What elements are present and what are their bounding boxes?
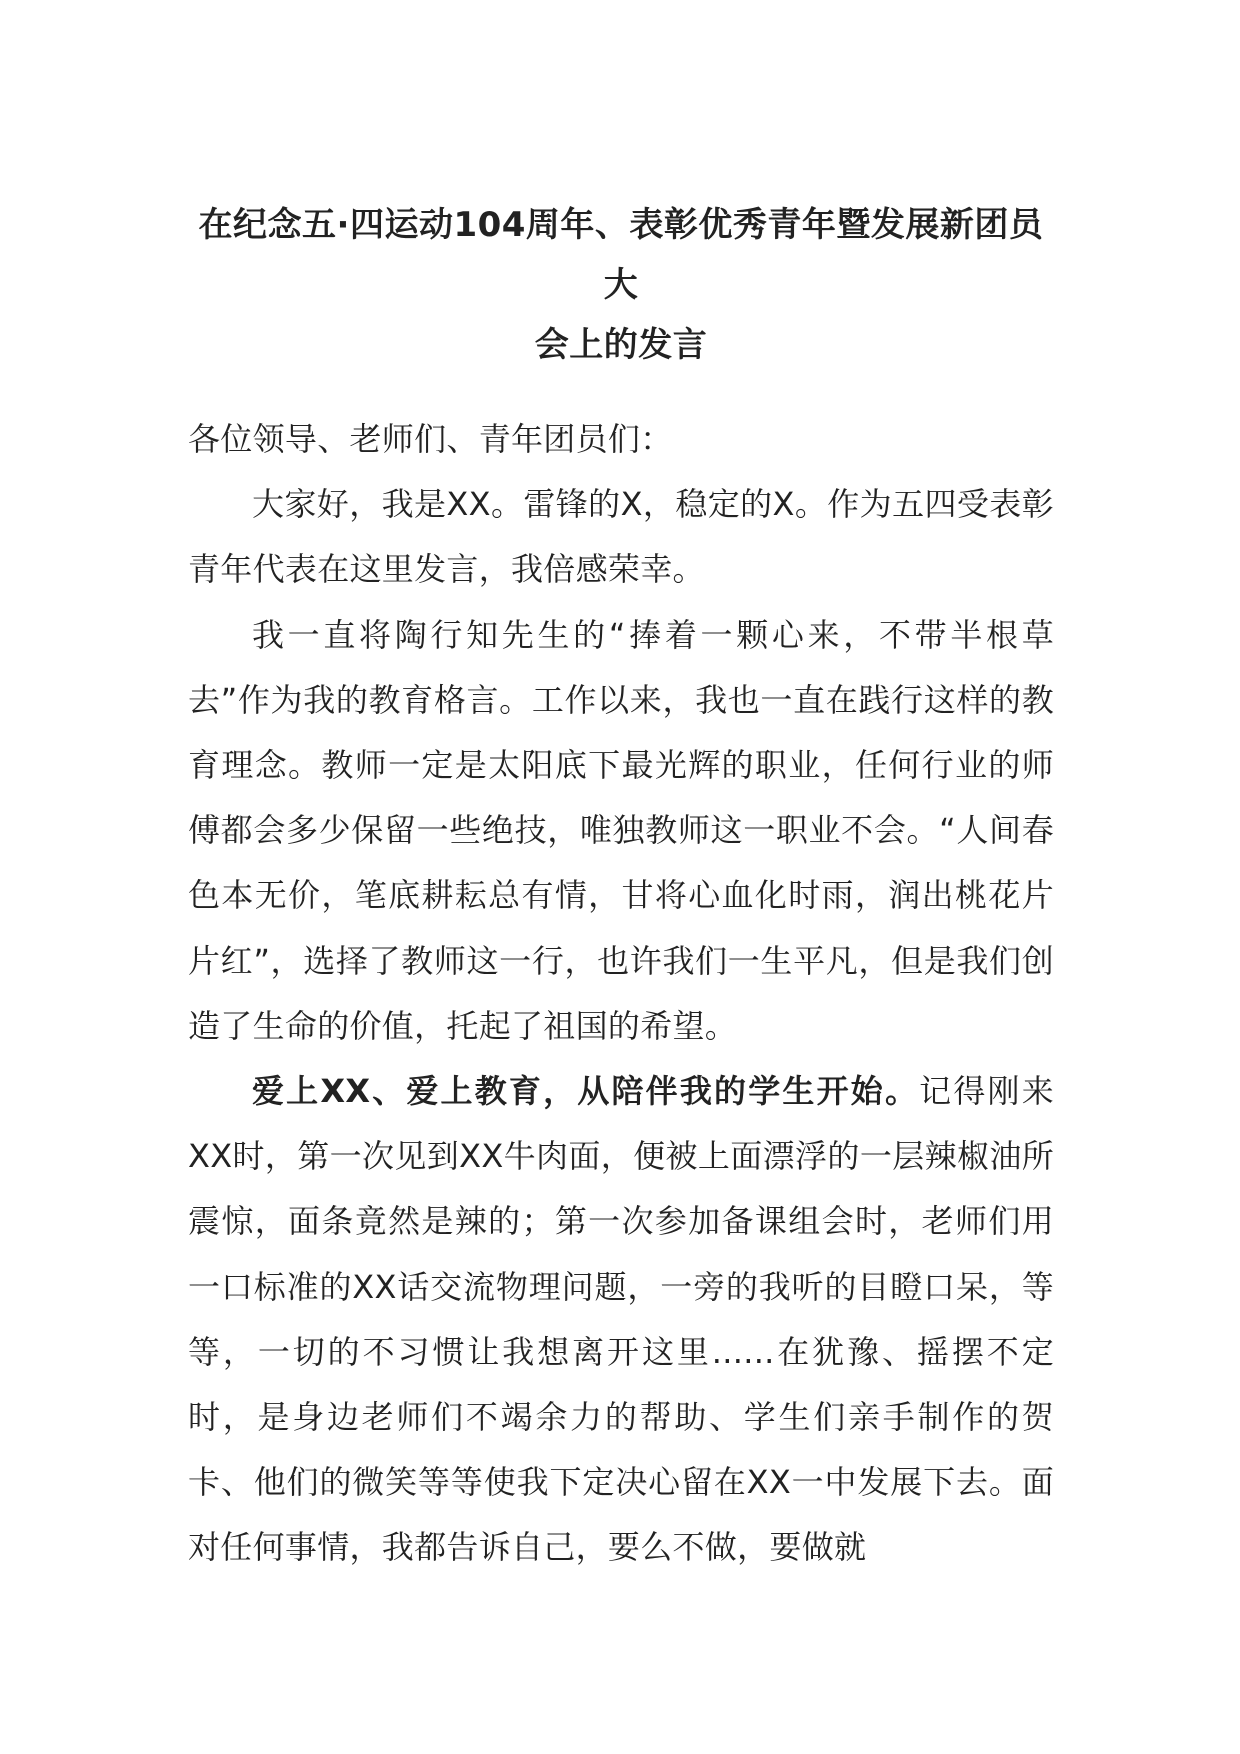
document-body [188, 407, 1054, 1581]
paragraph-body-text: 记得刚来XX时，第一次见到XX牛肉面，便被上面漂浮的一层辣椒油所震惊，面条竟然是辣的；第一次参加备课组会时，老师们用一口标准的XX话交流物理问题，一旁的我听的目瞪口呆，等等，一切的不习惯让我想离开这里......在犹豫、摇摆不定时，是身边老师们不竭余力的帮助、学生们亲手制作的贺卡、他们的微笑等等使我下定决心留在XX一中发展下去。面对任何事情，我都告诉自己，要么不做，要做就 [188, 1072, 1054, 1567]
salutation: 各位领导、老师们、青年团员们： [188, 420, 673, 458]
title-line-1: 在纪念五·四运动104周年、表彰优秀青年暨发展新团员大 [198, 205, 1044, 305]
document-title [188, 195, 1054, 375]
document-page [188, 195, 1054, 1581]
paragraph-lead-bold: 爱上XX、爱上教育，从陪伴我的学生开始。 [252, 1072, 920, 1111]
paragraph-greeting: 大家好，我是XX。雷锋的X，稳定的X。作为五四受表彰青年代表在这里发言，我倍感荣幸。 [188, 485, 1054, 589]
title-line-2: 会上的发言 [534, 325, 708, 365]
paragraph-motto: 我一直将陶行知先生的“捧着一颗心来，不带半根草去”作为我的教育格言。工作以来，我也一直在践行这样的教育理念。教师一定是太阳底下最光辉的职业，任何行业的师傅都会多少保留一些绝技，唯独教师这一职业不会。“人间春色本无价，笔底耕耘总有情，甘将心血化时雨，润出桃花片片红”，选择了教师这一行，也许我们一生平凡，但是我们创造了生命的价值，托起了祖国的希望。 [188, 615, 1054, 1045]
paragraph-love-education [188, 1059, 1054, 1581]
